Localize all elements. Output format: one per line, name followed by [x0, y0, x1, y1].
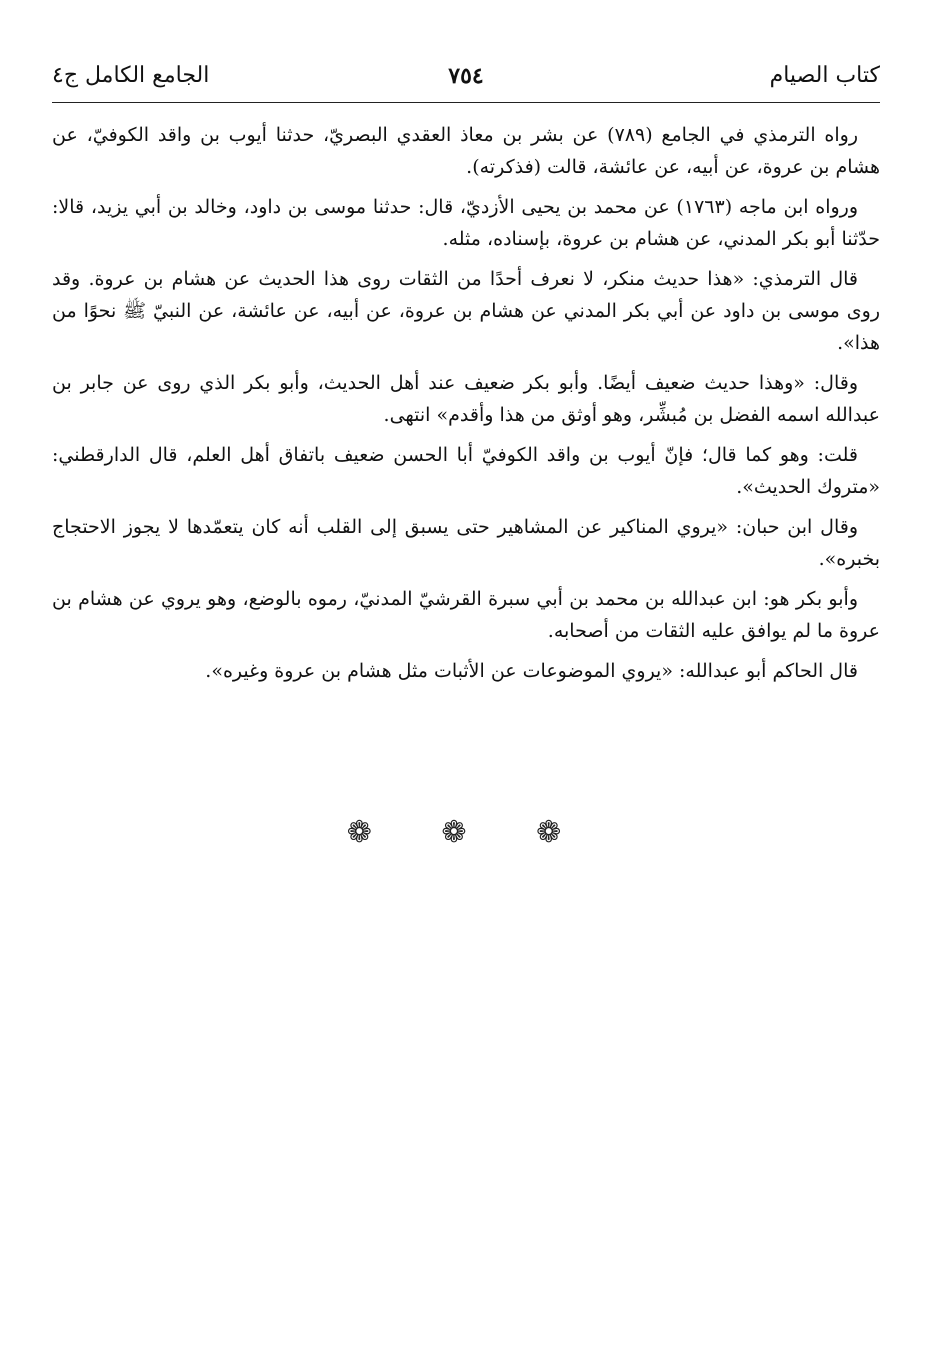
- paragraph-author-comment: قلت: وهو كما قال؛ فإنّ أيوب بن واقد الكوفيّ أبا الحسن ضعيف باتفاق أهل العلم، قال الدارقطني: «متروك الحديث».: [52, 444, 880, 498]
- book-page: [52, 58, 880, 850]
- section-end-ornament: [52, 815, 880, 850]
- paragraph-ibn-majah-narration: ورواه ابن ماجه (١٧٦٣) عن محمد بن يحيى الأزديّ، قال: حدثنا موسى بن داود، وخالد بن أبي يزيد، قالا: حدّثنا أبو بكر المدني، عن هشام بن عروة، بإسناده، مثله.: [52, 196, 880, 250]
- paragraph-tirmidhi-second-comment: وقال: «وهذا حديث ضعيف أيضًا. وأبو بكر ضعيف عند أهل الحديث، وأبو بكر الذي روى عن جابر بن عبدالله اسمه الفضل بن مُبشِّر، وهو أوثق من هذا وأقدم» انتهى.: [52, 372, 880, 426]
- paragraph-ibn-hibban: وقال ابن حبان: «يروي المناكير عن المشاهير حتى يسبق إلى القلب أنه كان يتعمّدها لا يجوز الاحتجاج بخبره».: [52, 516, 880, 570]
- header-rule: [52, 102, 880, 103]
- paragraph-tirmidhi-narration: رواه الترمذي في الجامع (٧٨٩) عن بشر بن معاذ العقدي البصريّ، حدثنا أيوب بن واقد الكوفيّ، عن هشام بن عروة، عن أبيه، عن عائشة، قالت (فذكرته).: [52, 124, 880, 178]
- page-number: ٧٥٤: [448, 63, 484, 89]
- paragraph-abu-bakr: وأبو بكر هو: ابن عبدالله بن محمد بن أبي سبرة القرشيّ المدنيّ، رموه بالوضع، وهو يروي عن هشام بن عروة ما لم يوافق عليه الثقات من أصحابه.: [52, 588, 880, 642]
- flower-ornament-icon: ❁: [441, 815, 491, 850]
- flower-ornament-icon: ❁: [346, 815, 396, 850]
- paragraph-tirmidhi-comment: قال الترمذي: «هذا حديث منكر، لا نعرف أحدًا من الثقات روى هذا الحديث عن هشام بن عروة. وقد روى موسى بن داود عن أبي بكر المدني عن هشام بن عروة، عن أبيه، عن عائشة، عن النبيّ ﷺ نحوًا من هذا».: [52, 268, 880, 354]
- book-title: كتاب الصيام: [769, 63, 880, 88]
- page-body: [52, 119, 880, 687]
- flower-ornament-icon: ❁: [536, 815, 586, 850]
- volume-title: الجامع الكامل ج٤: [52, 63, 210, 88]
- page-header: [52, 58, 880, 102]
- paragraph-hakim: قال الحاكم أبو عبدالله: «يروي الموضوعات عن الأثبات مثل هشام بن عروة وغيره».: [205, 660, 858, 682]
